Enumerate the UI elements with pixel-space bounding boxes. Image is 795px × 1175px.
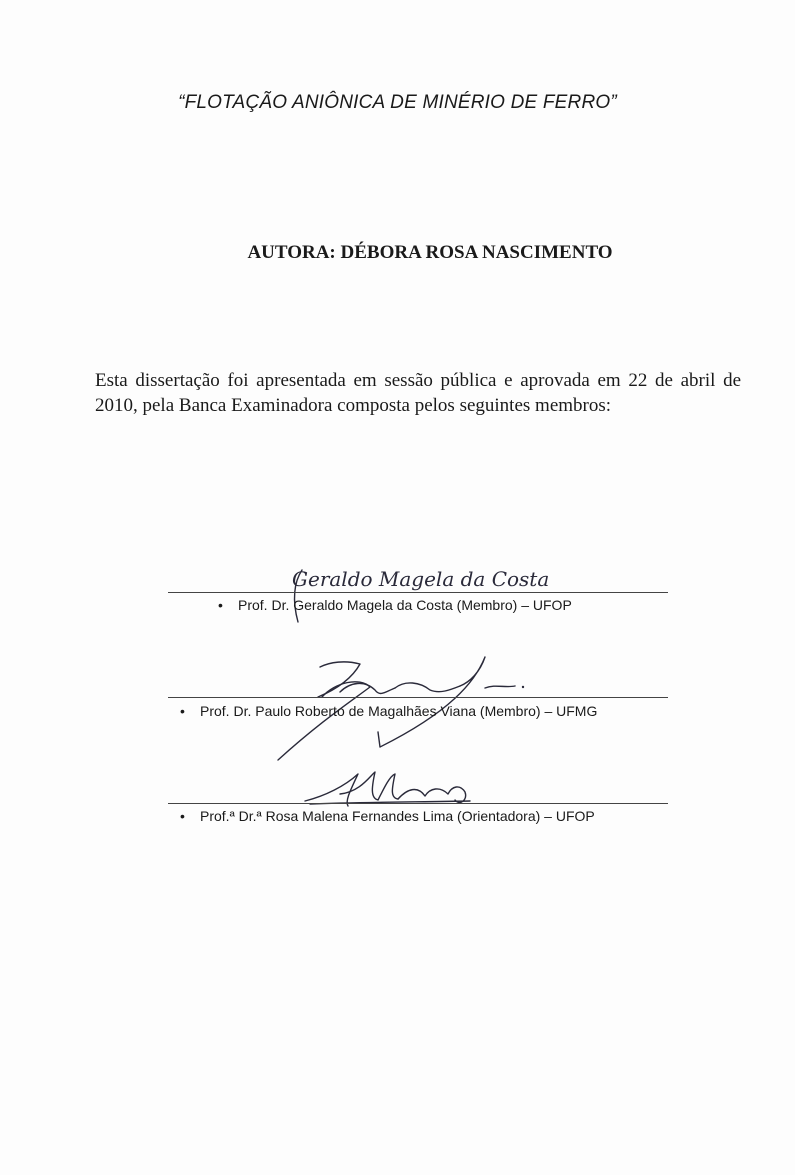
approval-statement: Esta dissertação foi apresentada em sessão pública e aprovada em 22 de abril de 2010, pela Banca Examinadora composta pelos seguintes membros: (95, 370, 741, 416)
author-heading: AUTORA: DÉBORA ROSA NASCIMENTO (247, 242, 613, 263)
signature-line-2 (168, 697, 668, 698)
bullet-3: • (180, 808, 185, 824)
signature-line-3 (168, 803, 668, 804)
member-1 (218, 597, 572, 613)
member-1-label: Prof. Dr. Geraldo Magela da Costa (Membro) – UFOP (238, 597, 572, 613)
signature-geraldo-text: Geraldo Magela da Costa (292, 567, 550, 591)
bullet-2: • (180, 703, 185, 719)
signature-line-1 (168, 592, 668, 593)
dissertation-title: “FLOTAÇÃO ANIÔNICA DE MINÉRIO DE FERRO” (178, 92, 617, 113)
member-2 (180, 703, 597, 719)
member-2-label: Prof. Dr. Paulo Roberto de Magalhães Viana (Membro) – UFMG (200, 703, 598, 719)
signature-geraldo (280, 560, 580, 630)
member-3-label: Prof.ª Dr.ª Rosa Malena Fernandes Lima (Orientadora) – UFOP (200, 808, 595, 824)
member-3 (180, 808, 595, 824)
bullet-1: • (218, 597, 223, 613)
